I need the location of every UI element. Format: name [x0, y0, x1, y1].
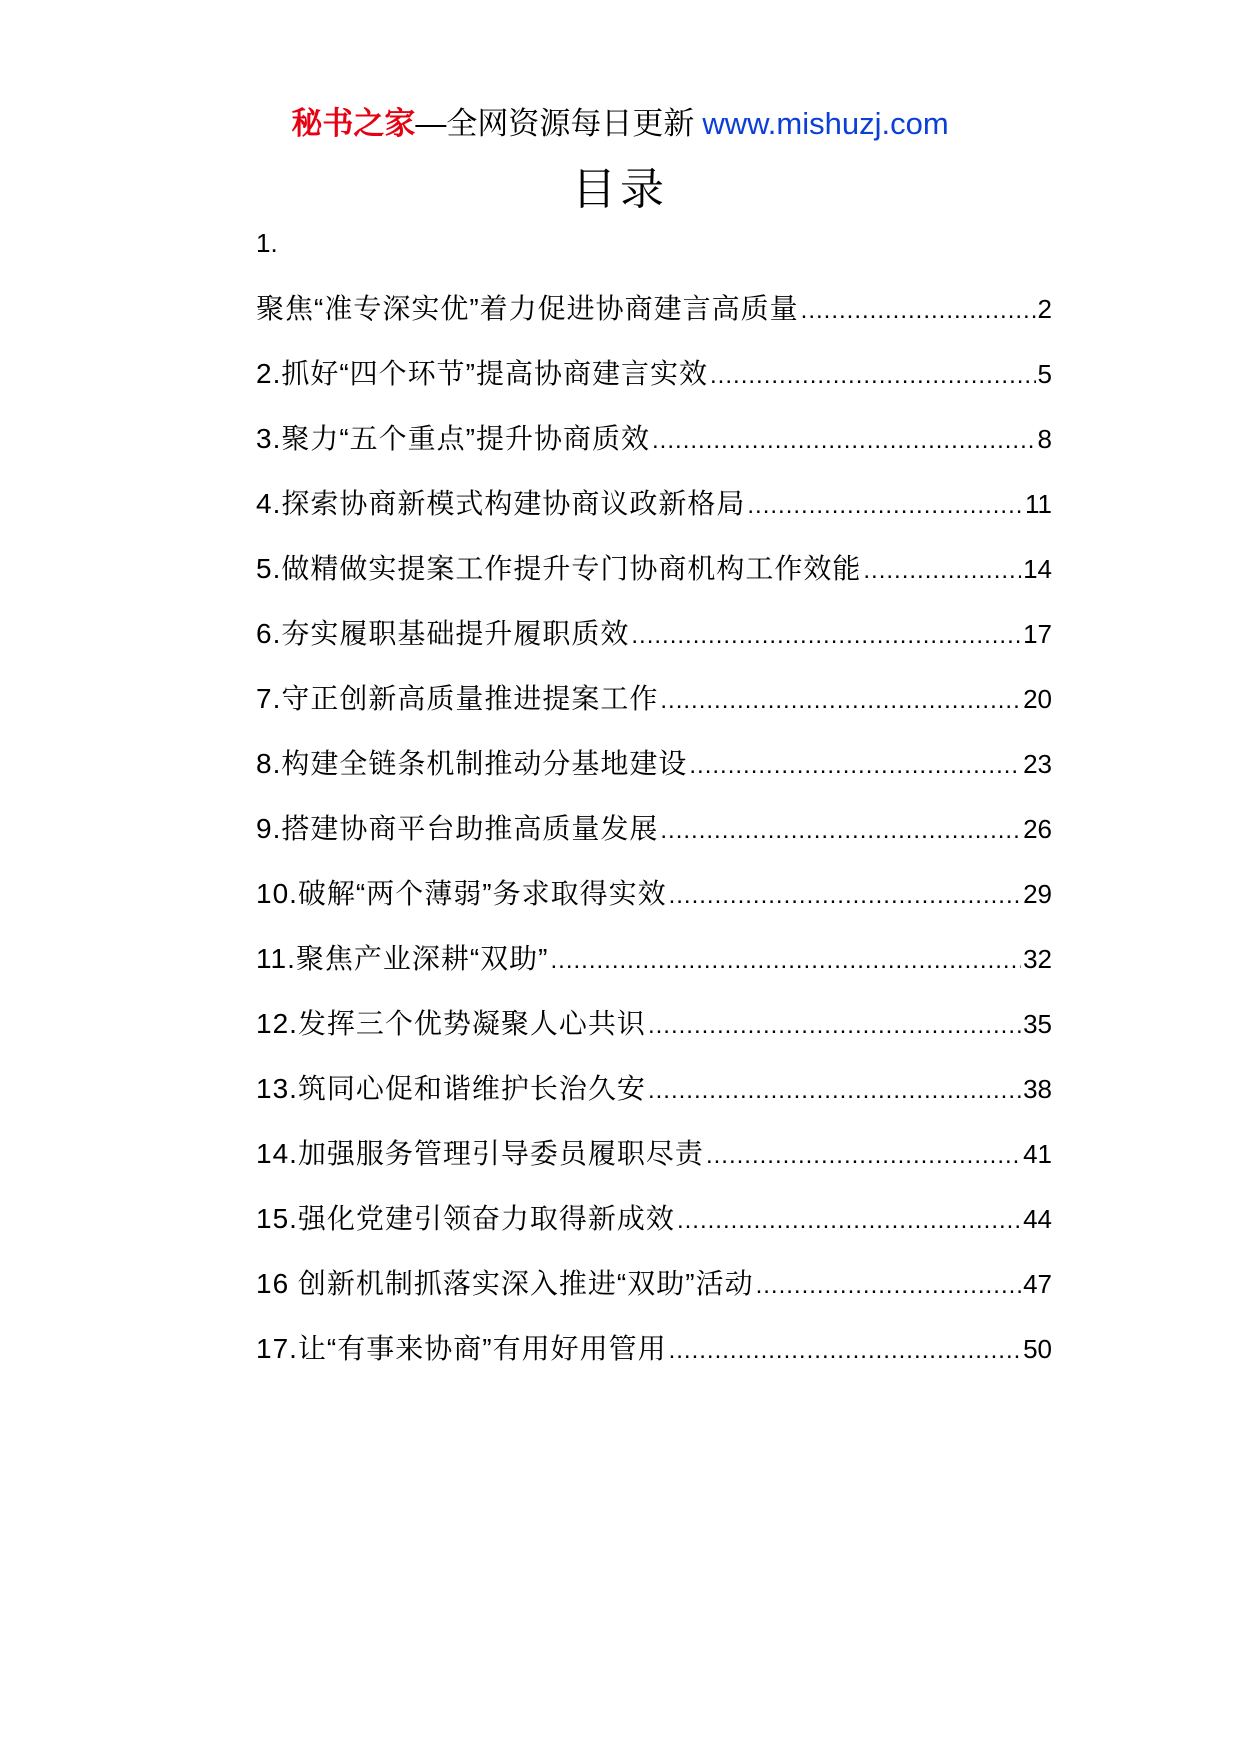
table-of-contents — [256, 224, 1052, 1395]
toc-entry[interactable] — [256, 615, 1052, 680]
toc-entry-page-number: 29 — [1023, 879, 1052, 909]
toc-entry-page-number: 11 — [1025, 489, 1052, 519]
toc-entry-title: 13.筑同心促和谐维护长治久安 — [256, 1073, 646, 1104]
toc-entry-page-number: 38 — [1023, 1074, 1052, 1104]
toc-entry-page-number: 32 — [1023, 944, 1052, 974]
toc-entry-page-number: 50 — [1023, 1334, 1052, 1364]
toc-entry-title: 15.强化党建引领奋力取得新成效 — [256, 1203, 675, 1234]
header-slogan: —全网资源每日更新 — [415, 106, 695, 141]
toc-entry-title: 2.抓好“四个环节”提高协商建言实效 — [256, 358, 709, 389]
toc-entry-page-number: 5 — [1037, 359, 1052, 389]
toc-entry[interactable] — [256, 745, 1052, 810]
toc-entry-page-number: 26 — [1023, 814, 1052, 844]
toc-dot-leader — [747, 487, 1023, 525]
toc-entry-page-number: 8 — [1037, 424, 1052, 454]
toc-entry[interactable] — [256, 290, 1052, 355]
toc-entry-page-number: 20 — [1023, 684, 1052, 714]
toc-entry[interactable] — [256, 485, 1052, 550]
toc-entry-title: 10.破解“两个薄弱”务求取得实效 — [256, 878, 667, 909]
site-url-link[interactable]: www.mishuzj.com — [702, 106, 949, 141]
toc-entry-title: 14.加强服务管理引导委员履职尽责 — [256, 1138, 704, 1169]
toc-entry[interactable] — [256, 355, 1052, 420]
toc-entry[interactable] — [256, 1005, 1052, 1070]
toc-dot-leader — [648, 1072, 1021, 1110]
toc-dot-leader — [652, 422, 1036, 460]
toc-entry[interactable] — [256, 550, 1052, 615]
toc-entry-title: 聚焦“准专深实优”着力促进协商建言高质量 — [256, 293, 799, 324]
site-header — [0, 102, 1240, 146]
toc-entry[interactable] — [256, 1135, 1052, 1200]
toc-entry-page-number: 2 — [1037, 294, 1052, 324]
toc-entry-page-number: 14 — [1023, 554, 1052, 584]
toc-entry[interactable] — [256, 1265, 1052, 1330]
toc-entry-page-number: 23 — [1023, 749, 1052, 779]
toc-entry-title: 6.夯实履职基础提升履职质效 — [256, 618, 630, 649]
toc-dot-leader — [677, 1202, 1021, 1240]
toc-entry-title: 9.搭建协商平台助推高质量发展 — [256, 813, 659, 844]
toc-dot-leader — [669, 1332, 1022, 1370]
toc-entry-page-number: 35 — [1023, 1009, 1052, 1039]
toc-entry-page-number: 41 — [1023, 1139, 1052, 1169]
toc-first-number: 1. — [256, 228, 278, 258]
toc-entry[interactable] — [256, 1330, 1052, 1395]
toc-entry-page-number: 17 — [1023, 619, 1052, 649]
toc-dot-leader — [710, 357, 1036, 395]
toc-dot-leader — [706, 1137, 1021, 1175]
toc-entry[interactable] — [256, 1200, 1052, 1265]
toc-entry-title: 3.聚力“五个重点”提升协商质效 — [256, 423, 651, 454]
toc-dot-leader — [660, 682, 1021, 720]
toc-entry-page-number: 44 — [1023, 1204, 1052, 1234]
toc-entry[interactable] — [256, 1070, 1052, 1135]
toc-dot-leader — [689, 747, 1021, 785]
toc-entry-title: 5.做精做实提案工作提升专门协商机构工作效能 — [256, 553, 862, 584]
toc-entry[interactable] — [256, 875, 1052, 940]
toc-entry-title: 12.发挥三个优势凝聚人心共识 — [256, 1008, 646, 1039]
toc-dot-leader — [863, 552, 1021, 590]
toc-entry[interactable] — [256, 940, 1052, 1005]
toc-entry-title: 7.守正创新高质量推进提案工作 — [256, 683, 659, 714]
toc-entry[interactable] — [256, 420, 1052, 485]
toc-dot-leader — [801, 292, 1036, 330]
toc-entry-title: 4.探索协商新模式构建协商议政新格局 — [256, 488, 746, 519]
toc-entry-title: 17.让“有事来协商”有用好用管用 — [256, 1333, 667, 1364]
toc-dot-leader — [551, 942, 1022, 980]
toc-entry-page-number: 47 — [1023, 1269, 1052, 1299]
toc-dot-leader — [648, 1007, 1021, 1045]
toc-dot-leader — [660, 812, 1021, 850]
toc-entry-title: 8.构建全链条机制推动分基地建设 — [256, 748, 688, 779]
brand-name: 秘书之家 — [291, 106, 416, 141]
toc-entry[interactable] — [256, 810, 1052, 875]
toc-dot-leader — [631, 617, 1021, 655]
toc-entry-title: 16 创新机制抓落实深入推进“双助”活动 — [256, 1268, 754, 1299]
toc-entry[interactable] — [256, 680, 1052, 745]
toc-entry-title: 11.聚焦产业深耕“双助” — [256, 943, 549, 974]
toc-dot-leader — [669, 877, 1022, 915]
page-title: 目录 — [572, 165, 668, 214]
toc-dot-leader — [756, 1267, 1022, 1305]
toc-list — [256, 290, 1052, 1395]
